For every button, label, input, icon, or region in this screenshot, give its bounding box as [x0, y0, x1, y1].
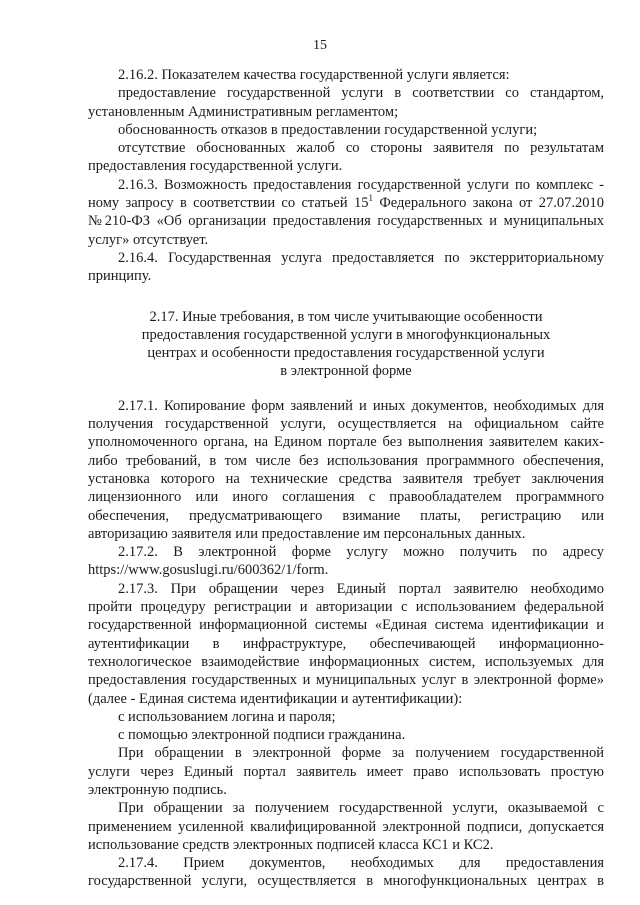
- text-line: электронную подпись.: [88, 781, 227, 798]
- spacer: [88, 286, 604, 308]
- text-line: https://www.gosuslugi.ru/600362/1/form.: [88, 562, 329, 579]
- text-line: [88, 194, 604, 212]
- text-line: отсутствие обоснованных жалоб со стороны заявителя по результатам: [118, 140, 604, 157]
- text-line: либо требований, в том числе без использования программного обеспечения,: [88, 452, 604, 469]
- text-line: уполномоченного органа, на Едином портале без выполнения заявителем каких-: [88, 434, 604, 451]
- text-line: технологическое взаимодействие информационных систем, используемых для: [88, 653, 604, 670]
- section-heading-line: центрах и особенности предоставления государственной услуги: [147, 345, 545, 362]
- text-line: 2.17.3. При обращении через Единый портал заявителю необходимо: [118, 580, 604, 597]
- text-line: 2.17.1. Копирование форм заявлений и иных документов, необходимых для: [118, 397, 604, 414]
- text-line: 2.16.2. Показателем качества государственной услуги является:: [118, 67, 510, 83]
- text-line: государственной услуги, осуществляется в многофункциональных центрах в: [88, 873, 604, 890]
- text-line: лицензионного или иного соглашения с правообладателем программного: [88, 489, 604, 506]
- text-line: 2.17.2. В электронной форме услугу можно получить по адресу: [118, 544, 604, 561]
- text-line: обеспечения, предусматривающего взимание платы, регистрацию или: [88, 507, 604, 524]
- text-line: пройти процедуру регистрации и авторизации с использованием федеральной: [88, 599, 604, 616]
- superscript: 1: [368, 193, 373, 204]
- text-line: 2.17.4. Прием документов, необходимых для предоставления: [118, 855, 604, 872]
- text-line: услуг» отсутствует.: [88, 231, 209, 248]
- text-fragment: Федерального закона от 27.07.2010: [372, 195, 604, 212]
- page-number: 15: [313, 38, 327, 53]
- text-line: При обращении за получением государственной услуги, оказываемой с: [118, 800, 604, 817]
- text-line: №210-ФЗ «Об организации предоставления государственных и муниципальных: [88, 213, 604, 230]
- text-line: авторизацию заявителя или предоставление им персональных данных.: [88, 525, 526, 542]
- text-line: получения государственной услуги, осуществляется на официальном сайте: [88, 416, 604, 433]
- text-line: обоснованность отказов в предоставлении государственной услуги;: [118, 121, 538, 138]
- text-line: установка которого на технические средства заявителя требует заключения: [88, 470, 604, 487]
- text-fragment: ному запросу в соответствии со статьей 15: [88, 195, 369, 212]
- page-content: [88, 66, 604, 891]
- section-heading-line: предоставления государственной услуги в многофункциональных: [141, 326, 551, 343]
- text-line: с помощью электронной подписи гражданина.: [118, 727, 406, 744]
- section-heading-line: 2.17. Иные требования, в том числе учитывающие особенности: [149, 308, 543, 325]
- spacer: [88, 381, 604, 397]
- text-line: установленным Административным регламентом;: [88, 103, 399, 120]
- text-line: применением усиленной квалифицированной электронной подписи, допускается: [88, 818, 604, 835]
- text-line: услуги через Единый портал заявитель имеет право использовать простую: [88, 763, 604, 780]
- text-line: использование средств электронных подписей класса КС1 и КС2.: [88, 836, 494, 853]
- text-line: государственной информационной системы «Единая система идентификации и: [88, 617, 604, 634]
- text-line: принципу.: [88, 268, 152, 285]
- text-line: предоставление государственной услуги в соответствии со стандартом,: [118, 85, 604, 102]
- text-line: предоставления государственной услуги.: [88, 158, 343, 175]
- text-line: (далее - Единая система идентификации и аутентификации):: [88, 690, 463, 707]
- text-line: предоставления государственных и муниципальных услуг в электронной форме»: [88, 672, 604, 689]
- text-line: с использованием логина и пароля;: [118, 708, 336, 725]
- text-line: 2.16.4. Государственная услуга предоставляется по экстерриториальному: [118, 249, 604, 266]
- text-line: При обращении в электронной форме за получением государственной: [118, 745, 604, 762]
- text-line: аутентификации в инфраструктуре, обеспечивающей информационно-: [88, 635, 604, 652]
- section-heading-line: в электронной форме: [280, 363, 412, 380]
- text-line: 2.16.3. Возможность предоставления государственной услуги по комплекс -: [118, 176, 604, 193]
